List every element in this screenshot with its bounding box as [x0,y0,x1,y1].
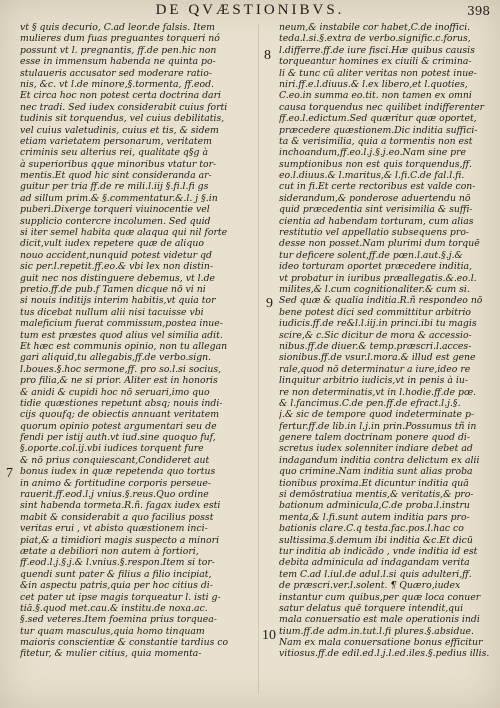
text-line: si iter semel habita quæ alaqua qui nil forte [20,227,228,239]
text-line: re non determinatis,vt in l.hodie.ff.de pœ. [279,386,477,398]
running-head: DE QVÆSTIONIBVS. [155,2,345,18]
text-line: ideo torturam oportet præcedere inditia, [279,261,473,273]
text-line: quo crimine.Nam inditia sunt alias proba [279,466,473,478]
text-line: inchoandum,ff.eo.l.j.§.j.eo.Nam sine pre [279,147,467,159]
text-line: mabit & considerabit a quo facilius posst [20,511,214,523]
text-line: tur inditia ab indicādo , vnde inditia id est [279,545,478,557]
text-line: & nō prius conquiescant,Condideret aut [20,454,210,466]
text-line: nis, &c. vt l.de minore,§.tormenta, ff.eod. [20,78,215,90]
text-line: nouo accident,nunquid potest videtur qd [20,249,212,261]
text-line: restitutio vel appellatio subsequens pro- [279,227,470,239]
text-line: guitur per tria ff.de re mili.l.iij §.fi.l.fi gs [20,181,209,193]
text-line: cijs quoufq; de obiectis annuant veritatem [20,409,220,421]
text-line: teda.l.si.§.extra de verbo.signific.c.forus, [279,33,471,45]
text-line: maioris conscientiæ & constantie tardius co [20,637,229,649]
text-line: scretus iudex solenniter indiare debet ad [279,443,473,455]
text-line: rauerit.ff.eod.l.j vnius.§.reus.Quo ordine [20,489,209,501]
text-line: debita adminicula ad indagandam verita [279,557,470,569]
margin-number: 9 [266,296,273,311]
text-line: j.& sic de tempore quod indeterminate p- [279,409,475,421]
column-gutter [258,24,259,694]
text-line: sumptionibus non est quis torquendus,ff. [279,158,473,170]
text-line: eo.l.diuus.& l.maritus,& l.fi.C.de fal.l.fi. [279,170,465,182]
text-line: vitiosus.ff.de edil.ed.l.j.l.ed.iles.§.pedius illis. [279,648,490,660]
text-line: fertur.ff.de lib.in l.j.in prin.Possumus tñ in [279,420,477,432]
text-line: quid præcedentia sint verisimilia & suffi- [279,204,473,216]
left-text-column [20,22,248,660]
text-line: nec tradi. Sed iudex considerabit cuius forti [20,101,228,113]
text-line: C.eo.in summa eo.tit. non tamen ex omni [279,90,472,102]
text-line: cientia ad habendam torturam, cum alias [279,215,474,227]
text-line: l.boues.§.hoc sermone,ff. pro so.l.si socius, [20,363,222,375]
right-text-column [279,22,493,660]
text-line: de præscri.ver.l.solent. ¶ Quæro,iudex [279,580,461,592]
text-line: à superioribus qque minoribus vtatur tor- [20,158,217,170]
text-line: nibus.ff.de diuer.& temp.præscri.l.acces- [279,340,472,352]
text-line: etiam varietatem personarum, veritatem [20,135,212,147]
text-line: Nam ex mala conuersatione bonus efficitur [279,637,483,649]
text-line: &in aspectu patris,quia per hoc citius di- [20,580,213,592]
text-line: menta,& l.fi.sunt autem inditia pars pro- [279,511,470,523]
text-line: iudicis.ff.de re&l.l.iij.in princi.ibi tu magis [279,318,477,330]
text-line: genere talem doctrinam ponere quod di- [279,432,471,444]
text-line: desse non posset.Nam plurimi dum torquē [279,238,480,250]
text-line: ta & verisimilia, quia a tormentis non est [279,135,473,147]
text-line: ætate a debiliori non autem à fortiori, [20,545,199,557]
text-line: cet pater ut ipse magis torqueatur l. isti g- [20,591,221,603]
text-line: dicit,vult iudex repetere quæ de aliquo [20,238,204,250]
text-line: possunt vt l. pregnantis, ff.de pen.hic non [20,44,217,56]
text-line: tiā.§.quod met.cau.& institu.de noxa.ac. [20,602,208,614]
text-line: puberi.Dixerge torqueri viuinocentie vel [20,204,210,216]
text-line: sint habenda tormeta.R.ñ. fagax iudex esti [20,500,221,512]
text-line: ff.eo.l.edictum.Sed quæritur quæ oportet, [279,113,477,125]
text-line: sionibus.ff.de vsur.l.mora.& illud est gene [279,352,476,364]
text-line: criminis seu alterius rei, qualitate q§g à [20,147,208,159]
text-line: tem C.ad l.iul.de adul.l.si quis adulteri,ff. [279,568,472,580]
text-line: tudinis sit torquendus, vel cuius debilitatis, [20,113,225,125]
text-line: bene potest dici sed committitur arbitrio [279,306,472,318]
text-line: vel cuius valetudinis, cuius et tis, & sidem [20,124,219,136]
text-line: Et circa hoc non potest certa doctrina dari [20,90,222,102]
text-line: tidie quæstiones repetunt absq; nouis indi- [20,397,223,409]
text-line: instantur cum quibus,per quæ loca conuer [279,591,481,603]
margin-number: 7 [6,466,13,481]
text-line: satur delatus quē torquere intendit,qui [279,602,464,614]
text-line: bationis clare.C.q testa.fac.pos.l.hac co [279,523,464,535]
text-line: sic per.l.repetit.ff.eo.& vbi lex non distin- [20,261,213,273]
text-line: stulaueris accusator sed moderare ratio- [20,67,213,79]
text-line: tum est præstes quod alius vel similia adit. [20,329,223,341]
text-line: scire,& c.Sic dicitur de mora & accessio- [279,329,472,341]
text-line: si nouis inditijs interim habitis,vt quia tor [20,295,216,307]
text-line: & l.fancimus.C.de pen.ff.de efract.l.j.§. [279,397,461,409]
page-number: 398 [467,4,490,18]
page-header [0,2,500,20]
text-line: sultissima.§.demum ibi inditia &c.Et dicū [279,534,473,546]
text-line: rale,quod nō determinatur a iure,ideo re [279,363,471,375]
text-line: in animo & fortitudine corporis perseue- [20,477,212,489]
text-line: tionibus proxima.Et dicuntur inditia quā [279,477,469,489]
text-line: præcedere quæstionem.Dic inditia suffici- [279,124,478,136]
margin-number: 8 [264,48,271,63]
text-line: torqueantur homines ex ciuili & crimina- [279,56,472,68]
text-line: §.sed veteres.Item foemina prius torquea- [20,614,217,626]
text-line: niri.ff.e.l.diuus.& l.ex libero,et l.quoties, [279,78,468,90]
text-line: tur deficere solent,ff.de pœn.l.aut.§.j.& [279,249,463,261]
text-line: ad sillum prim.& §.commentatur.&.l. j §.in [20,192,218,204]
text-line: siderandum,& ponderose aduertendu nō [279,192,471,204]
text-line: tur quam masculus,quia homo tinquam [20,625,205,637]
text-line: si demōstratiua mentis,& veritatis,& pro- [279,489,474,501]
text-line: l.differre.ff.de iure fisci.Hæ quibus causis [279,44,475,56]
text-line: ff.eod.l.j.§.j.& l.vnius.§.respon.Item si tor- [20,557,215,569]
text-line: guit nec nos distinguere debemus, vt l.de [20,272,216,284]
text-line: quendi sunt pater & filius a filio incipiat, [20,568,212,580]
text-line: mala conuersatio est male operationis indi [279,614,480,626]
text-line: veritas erui , vt abisto quæstionem inci- [20,523,208,535]
text-line: & anidi & cupidi hoc nō seruari,imo quo [20,386,210,398]
text-line: bonus iudex in quæ repetenda quo tortus [20,466,216,478]
text-line: fitetur, & mulier citius, quia momenta- [20,648,202,660]
text-line: mentis.Et quod hic sint consideranda ar- [20,170,212,182]
text-line: gari aliquid,tu allegabis,ff.de verbo.sign. [20,352,212,364]
text-line: tium.ff.de adm.in.tut.l.fi plures.§.absidue. [279,625,474,637]
text-line: vt probatur in iuribus præallegatis.&.eo.l. [279,272,477,284]
text-line: neum,& instabile cor habet,C.de inoffici. [279,22,471,33]
text-line: tus dicebat nullum alii nisi tacuisse vbi [20,306,204,318]
text-line: causa torquendus nec quilibet indifferenter [279,101,485,113]
text-line: piat,& a timidiori magis suspecto a minori [20,534,220,546]
text-line: linquitur arbitrio iudicis,vt in penis à iu- [279,375,468,387]
text-line: fendi per istij auth.vt iud.sine quoquo fuf, [20,432,216,444]
text-line: Sed quæ & qualia inditia.R.ñ respondeo nō [279,295,483,307]
text-line: indagandum inditia contra delictum ex alii [279,454,480,466]
text-line: maleficium fuerat commissum,postea inue- [20,318,223,330]
text-line: §.oporte.col.ij.vbi iudices torquent fure [20,443,204,455]
text-line: milites,& l.cum cognitionaliter.& cum si. [279,283,470,295]
text-line: mulieres dum fuas preguantes torqueri nó [20,33,220,45]
margin-number: 10 [262,628,276,643]
text-line: supplicio contercre incolumen. Sed quid [20,215,211,227]
text-line: li & tunc cū aliter veritas non potest inue- [279,67,477,79]
text-line: Et hæc est communis opinio, non tu allegan [20,340,228,352]
text-line: vt § quis decurio, C.ad leor.de falsis. Item [20,22,215,33]
text-line: esse in immensum habenda ne quinta po- [20,56,216,68]
text-line: quorum opinio potest argumentari seu de [20,420,217,432]
text-line: cut in fi.Et certe rectoribus est valde con- [279,181,476,193]
text-line: pro filia,& ne si prior. Aliter est in honoris [20,375,218,387]
text-line: pretio.ff.de pub.f Tamen dicque nō vi ni [20,283,206,295]
text-line: bationum adminicula,C.de proba.l.instru [279,500,470,512]
